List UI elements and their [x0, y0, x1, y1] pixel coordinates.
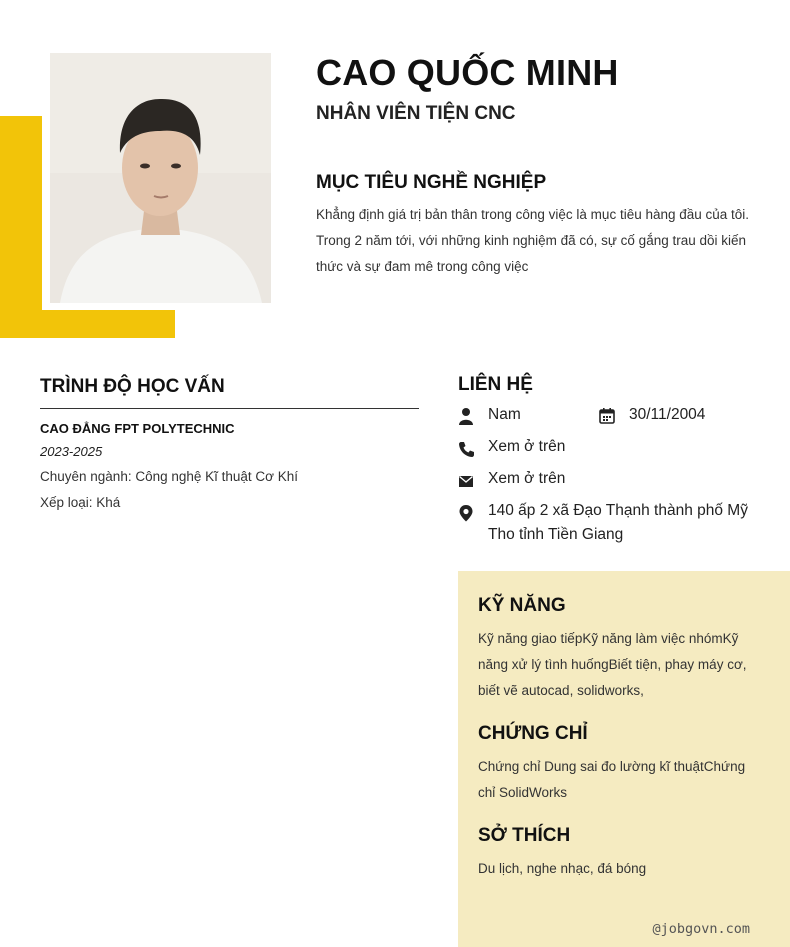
contact-gender: Nam [488, 406, 521, 423]
skills-text: Kỹ năng giao tiếpKỹ năng làm việc nhómKỹ năng xử lý tình huốngBiết tiện, phay máy cơ, biết vẽ autocad, solidworks, [478, 631, 747, 698]
brand-watermark: @jobgovn.com [652, 921, 750, 937]
candidate-name: CAO QUỐC MINH [316, 52, 619, 93]
hobbies-text: Du lịch, nghe nhạc, đá bóng [478, 861, 647, 876]
education-years: 2023-2025 [40, 444, 103, 459]
job-title: NHÂN VIÊN TIỆN CNC [316, 103, 516, 124]
contact-birthday: 30/11/2004 [629, 406, 706, 423]
education-school: CAO ĐẲNG FPT POLYTECHNIC [40, 421, 235, 436]
contact-heading: LIÊN HỆ [458, 374, 533, 395]
contact-address: 140 ấp 2 xã Đạo Thạnh thành phố Mỹ Tho tỉnh Tiền Giang [488, 502, 748, 543]
education-rank: Xếp loại: Khá [40, 495, 121, 510]
education-divider [40, 408, 419, 409]
contact-phone: Xem ở trên [488, 438, 566, 455]
location-pin-icon [458, 504, 474, 522]
education-major: Chuyên ngành: Công nghệ Kĩ thuật Cơ Khí [40, 469, 299, 484]
profile-photo [50, 53, 271, 303]
hobbies-heading: SỞ THÍCH [478, 825, 571, 846]
email-icon [458, 472, 474, 490]
objective-text: Khẳng định giá trị bản thân trong công việc là mục tiêu hàng đầu của tôi. Trong 2 năm tới, với những kinh nghiệm đã có, sự cố gắng trau dồi kiến thức và sự đam mê trong công việc [316, 207, 750, 274]
phone-icon [458, 440, 474, 458]
side-panel [458, 571, 790, 947]
certificates-heading: CHỨNG CHỈ [478, 723, 588, 744]
skills-heading: KỸ NĂNG [478, 595, 566, 616]
certificates-text: Chứng chỉ Dung sai đo lường kĩ thuậtChứng chỉ SolidWorks [478, 759, 746, 800]
contact-email: Xem ở trên [488, 470, 566, 487]
person-icon [458, 407, 474, 425]
education-heading: TRÌNH ĐỘ HỌC VẤN [40, 376, 225, 397]
calendar-icon [599, 407, 615, 425]
objective-heading: MỤC TIÊU NGHỀ NGHIỆP [316, 172, 547, 193]
